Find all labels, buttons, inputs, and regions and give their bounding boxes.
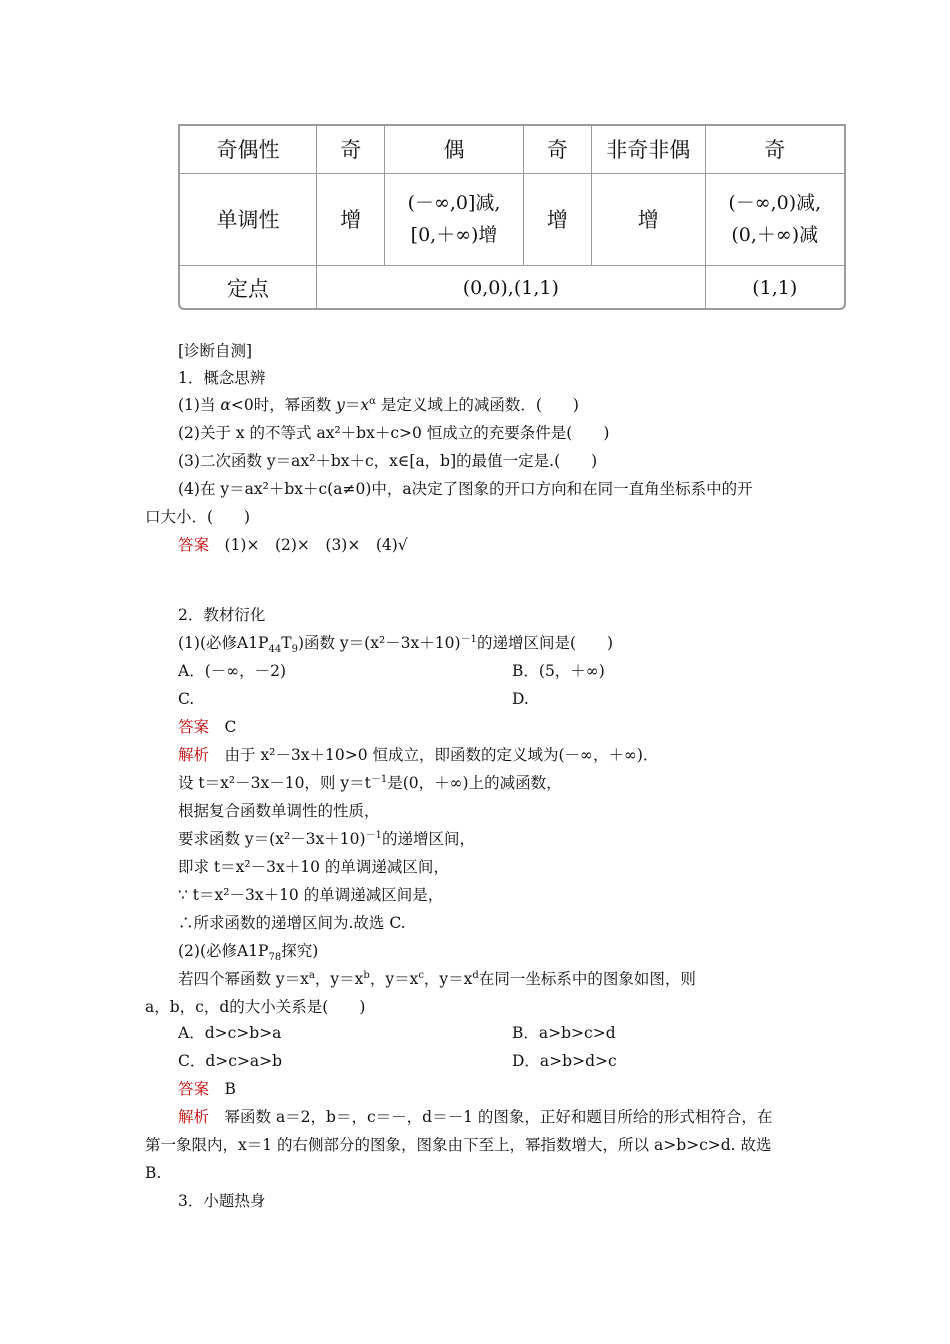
cell-line: (0,＋∞)减 (731, 224, 819, 246)
answer-line: 答案 (1)× (2)× (3)× (4)√ (178, 536, 408, 554)
table-cell: (0,0),(1,1) (317, 265, 705, 310)
answer-line: 答案 C (178, 718, 237, 736)
table-cell: 增 (317, 173, 385, 265)
table-cell: 奇 (317, 126, 385, 173)
table-cell: (1,1) (705, 265, 844, 310)
table-row-fixed-point (180, 265, 844, 310)
cell-line: [0,＋∞)增 (410, 224, 498, 246)
solution-line: 解析 由于 x²－3x＋10>0 恒成立，即函数的定义域为(－∞，＋∞)． (178, 746, 659, 764)
table-cell: 奇 (705, 126, 844, 173)
solution-line: 根据复合函数单调性的性质， (178, 802, 380, 820)
properties-table (180, 126, 844, 310)
option-b: B．a>b>c>d (512, 1024, 616, 1042)
table-header-label: 奇偶性 (180, 126, 317, 173)
question-item: (4)在 y＝ax²＋bx＋c(a≠0)中，a决定了图象的开口方向和在同一直角坐标系中的开 (178, 480, 753, 498)
question-item: (1)(必修$A1P_{44}T_9$)函数 $y=(x^2-3x+10)^{-1}$的递增区间是( ) (178, 633, 614, 656)
solution-label: 解析 (178, 746, 210, 764)
solution-line: 第一象限内，x＝1 的右侧部分的图象，图象由下至上，幂指数增大，所以 a>b>c>d. 故选 (145, 1136, 772, 1154)
question-item: (2)关于 x 的不等式 ax²＋bx＋c>0 恒成立的充要条件是( ) (178, 424, 610, 442)
question-title: 3．小题热身 (178, 1192, 266, 1210)
answer-label: 答案 (178, 718, 210, 736)
option-b: B．(5，＋∞) (512, 662, 605, 680)
question-item-continued: 口大小．( ) (145, 508, 251, 526)
table-cell: 非奇非偶 (592, 126, 706, 173)
table-row-label: 定点 (180, 265, 317, 310)
table-cell: 偶 (385, 126, 523, 173)
table-cell: 增 (523, 173, 591, 265)
option-a: A．(－∞，－2) (178, 662, 287, 680)
solution-label: 解析 (178, 1108, 210, 1126)
cell-line: (－∞,0)减, (728, 192, 822, 214)
answer-label: 答案 (178, 1080, 210, 1098)
option-a: A．d>c>b>a (178, 1024, 282, 1042)
answer-label: 答案 (178, 536, 210, 554)
solution-line: 即求 t＝x²－3x＋10 的单调递减区间， (178, 858, 449, 876)
option-d: D. (512, 690, 529, 708)
table-cell (385, 173, 523, 265)
table-row-label: 单调性 (180, 173, 317, 265)
solution-line: ∵ t＝x²－3x＋10 的单调递减区间是， (178, 886, 444, 904)
question-item: (3)二次函数 y＝ax²＋bx＋c，x∈[a，b]的最值一定是.( ) (178, 452, 598, 470)
question-item: (2)(必修$A1P_{78}$探究) (178, 942, 319, 964)
solution-line: 要求函数 $y=(x^2-3x+10)^{-1}$的递增区间， (178, 829, 475, 848)
section-heading: [诊断自测] (178, 342, 253, 360)
solution-line: 解析 幂函数 a＝2，b＝，c＝－，d＝－1 的图象，正好和题目所给的形式相符合，在 (178, 1108, 773, 1126)
solution-line: 设 t＝x²－3x－10，则 $y=t^{-1}$是(0，＋∞)上的减函数， (178, 773, 562, 792)
table-row-monotonicity (180, 173, 844, 265)
question-item: 若四个幂函数 $y=x^a$，$y=x^b$，$y=x^c$，$y=x^d$在同一坐标系中的图象如图，则 (178, 969, 696, 988)
solution-line: ∴所求函数的递增区间为.故选 C. (178, 914, 406, 932)
table-cell: 奇 (523, 126, 591, 173)
question-item: (1)当 α<0时，幂函数 $y=x^\alpha$ 是定义域上的减函数．( ) (178, 395, 579, 414)
question-title: 2．教材衍化 (178, 606, 266, 624)
question-title: 1．概念思辨 (178, 369, 266, 387)
table-row-parity (180, 126, 844, 173)
answer-line: 答案 B (178, 1080, 236, 1098)
question-item-continued: a，b，c，d的大小关系是( ) (145, 998, 366, 1016)
cell-line: (－∞,0]减, (407, 192, 501, 214)
table-cell (705, 173, 844, 265)
solution-line: B. (145, 1164, 162, 1182)
option-d: D．a>b>d>c (512, 1052, 617, 1070)
option-c: C．d>c>a>b (178, 1052, 283, 1070)
option-c: C. (178, 690, 195, 708)
power-function-properties-table (178, 124, 846, 310)
table-cell: 增 (592, 173, 706, 265)
